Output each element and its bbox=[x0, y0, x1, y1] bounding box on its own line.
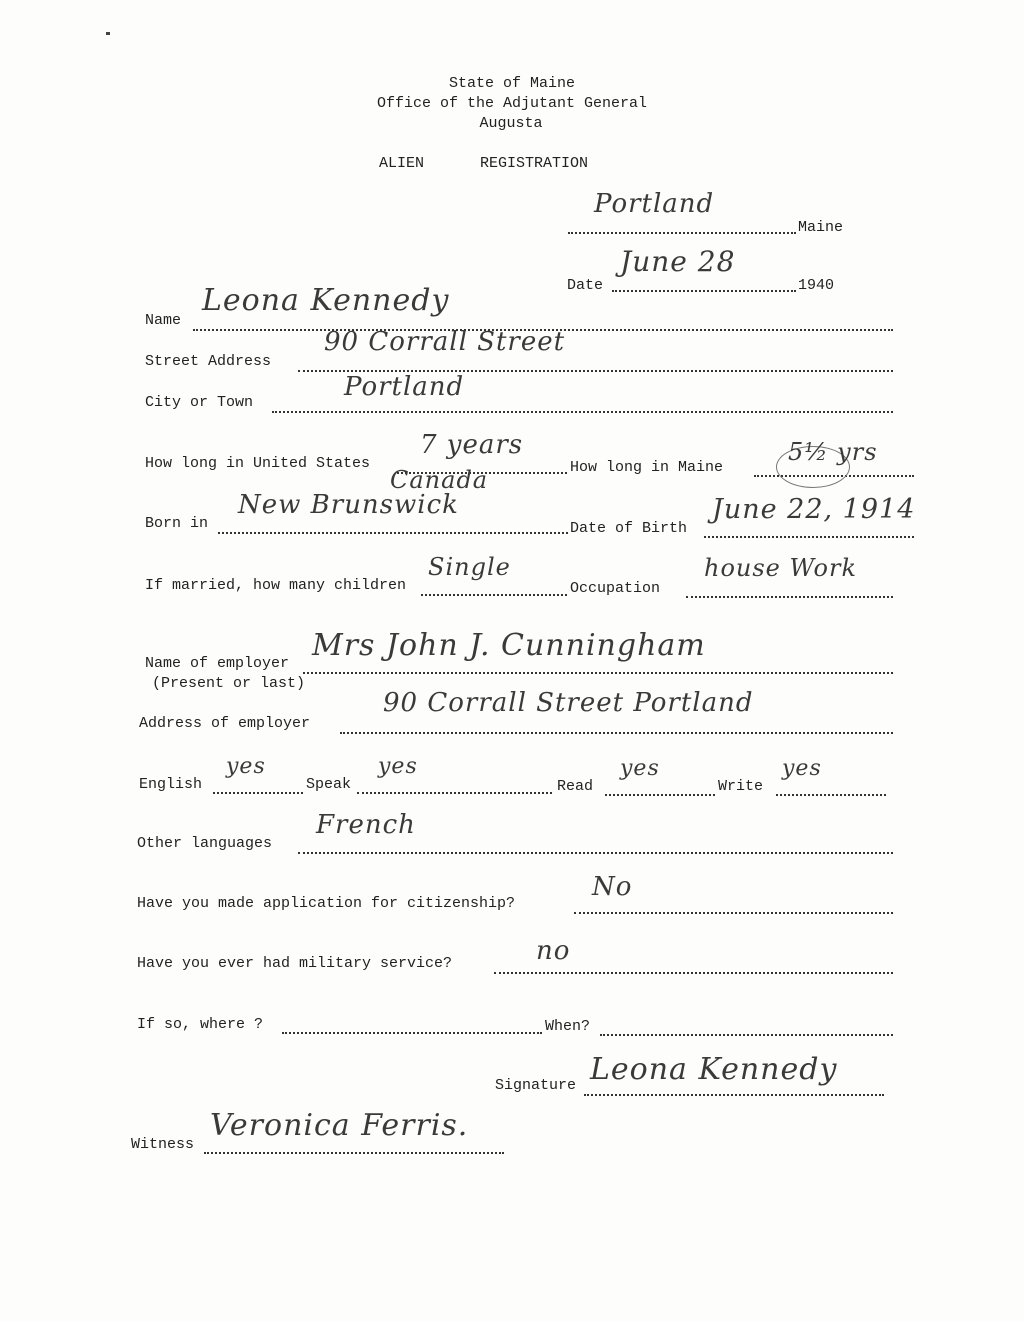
date-dots bbox=[612, 276, 796, 292]
maine-duration-value[interactable]: 5½ yrs bbox=[788, 438, 878, 466]
military-label: Have you ever had military service? bbox=[137, 955, 453, 972]
born-dots bbox=[218, 518, 568, 534]
header-city: Augusta bbox=[479, 115, 543, 132]
citizenship-label: Have you made application for citizenship? bbox=[137, 895, 516, 912]
read-dots bbox=[605, 780, 715, 796]
us-duration-label: How long in United States bbox=[145, 455, 371, 472]
street-label: Street Address bbox=[145, 353, 272, 370]
employer-address-value[interactable]: 90 Corrall Street Portland bbox=[383, 688, 754, 718]
speak-dots bbox=[357, 778, 552, 794]
where-dots[interactable] bbox=[282, 1018, 542, 1034]
born-value[interactable]: New Brunswick bbox=[238, 490, 459, 520]
dob-value[interactable]: June 22, 1914 bbox=[712, 494, 916, 525]
date-year: 1940 bbox=[798, 277, 835, 294]
write-value[interactable]: yes bbox=[782, 756, 822, 781]
dob-label: Date of Birth bbox=[570, 520, 688, 537]
signature-value[interactable]: Leona Kennedy bbox=[590, 1052, 838, 1087]
occupation-label: Occupation bbox=[570, 580, 661, 597]
name-value[interactable]: Leona Kennedy bbox=[202, 283, 450, 318]
other-languages-label: Other languages bbox=[137, 835, 273, 852]
header-office: Office of the Adjutant General bbox=[376, 95, 648, 112]
date-label: Date bbox=[567, 277, 604, 294]
occupation-value[interactable]: house Work bbox=[704, 554, 858, 582]
military-value[interactable]: no bbox=[536, 936, 571, 966]
date-value[interactable]: June 28 bbox=[620, 245, 736, 278]
employer-label: Name of employer bbox=[145, 655, 290, 672]
witness-value[interactable]: Veronica Ferris. bbox=[210, 1108, 469, 1143]
read-value[interactable]: yes bbox=[620, 756, 660, 781]
witness-label: Witness bbox=[131, 1136, 195, 1153]
street-value[interactable]: 90 Corrall Street bbox=[324, 327, 566, 357]
title-alien: ALIEN bbox=[379, 155, 425, 172]
read-label: Read bbox=[557, 778, 594, 795]
citizenship-value[interactable]: No bbox=[592, 872, 633, 902]
us-duration-value[interactable]: 7 years bbox=[420, 430, 524, 460]
write-label: Write bbox=[718, 778, 764, 795]
speak-value[interactable]: yes bbox=[378, 754, 418, 779]
other-languages-value[interactable]: French bbox=[316, 810, 416, 840]
children-value[interactable]: Single bbox=[428, 553, 511, 581]
scan-speck bbox=[106, 32, 110, 35]
english-dots bbox=[213, 778, 303, 794]
city-value[interactable]: Portland bbox=[344, 372, 465, 402]
write-dots bbox=[776, 780, 886, 796]
occupation-dots bbox=[686, 582, 893, 598]
when-label: When? bbox=[545, 1018, 591, 1035]
signature-label: Signature bbox=[495, 1077, 577, 1094]
maine-duration-label: How long in Maine bbox=[570, 459, 724, 476]
english-value[interactable]: yes bbox=[226, 754, 266, 779]
children-label: If married, how many children bbox=[145, 577, 407, 594]
when-dots[interactable] bbox=[600, 1020, 893, 1036]
city-label: City or Town bbox=[145, 394, 254, 411]
place-dots bbox=[568, 218, 796, 234]
english-label: English bbox=[139, 776, 203, 793]
header-state: State of Maine bbox=[448, 75, 576, 92]
title-registration: REGISTRATION bbox=[480, 155, 589, 172]
street-dots bbox=[298, 356, 893, 372]
children-dots bbox=[421, 580, 567, 596]
born-country[interactable]: Canada bbox=[390, 466, 489, 494]
where-label: If so, where ? bbox=[137, 1016, 264, 1033]
employer-sublabel: (Present or last) bbox=[152, 675, 306, 692]
other-languages-dots bbox=[298, 838, 893, 854]
employer-address-dots bbox=[340, 718, 893, 734]
name-label: Name bbox=[145, 312, 182, 329]
place-value[interactable]: Portland bbox=[594, 189, 715, 219]
speak-label: Speak bbox=[306, 776, 352, 793]
employer-value[interactable]: Mrs John J. Cunningham bbox=[312, 628, 706, 663]
born-label: Born in bbox=[145, 515, 209, 532]
employer-address-label: Address of employer bbox=[139, 715, 311, 732]
place-suffix: Maine bbox=[798, 219, 844, 236]
